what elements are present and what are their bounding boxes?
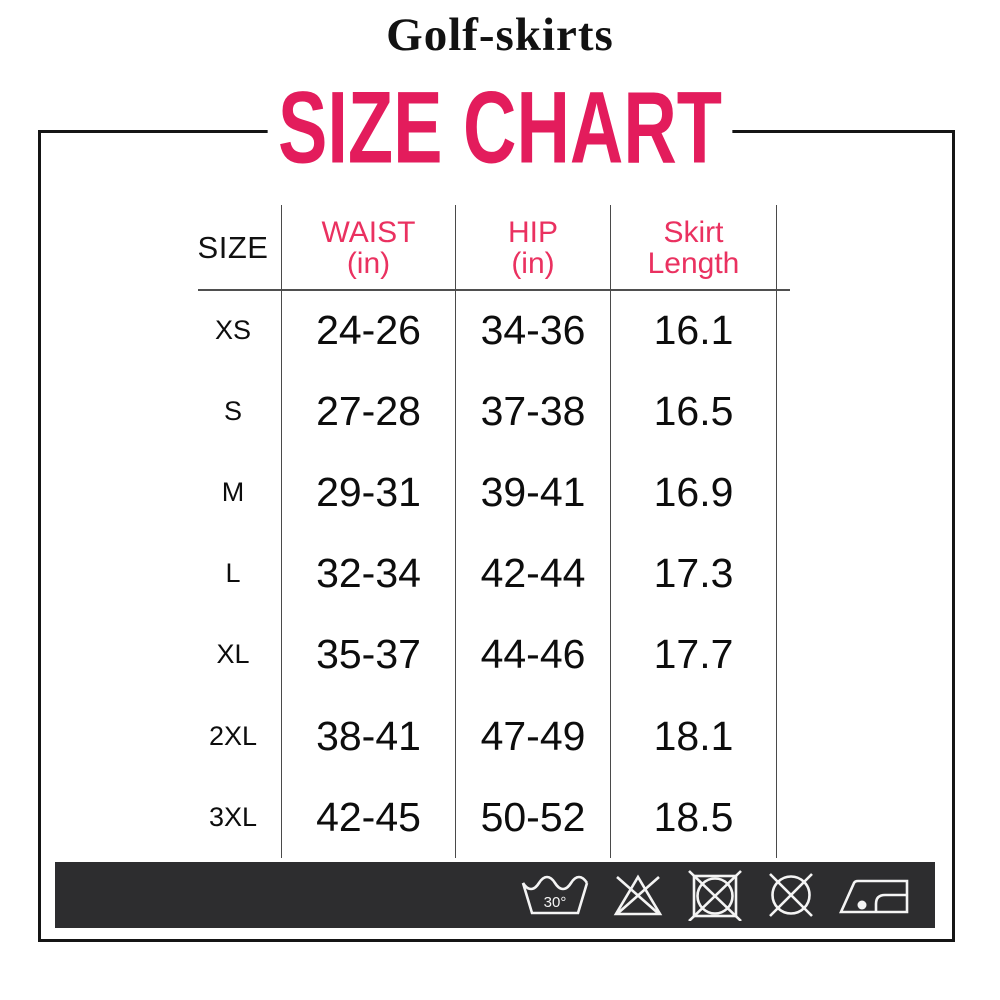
column-header-waist-unit: (in) xyxy=(346,246,391,280)
wash-temp-label: 30° xyxy=(543,894,567,911)
size-table-cell: 44-46 xyxy=(455,614,610,695)
size-row-label: M xyxy=(221,477,245,508)
size-row-label: L xyxy=(225,558,241,589)
size-table-cell: 16.5 xyxy=(610,371,777,452)
column-header-size-label: SIZE xyxy=(197,229,269,265)
size-table-cell: 50-52 xyxy=(455,777,610,858)
size-table-cell: 27-28 xyxy=(281,371,455,452)
size-row-label: 2XL xyxy=(208,720,258,751)
machine-wash-30-icon xyxy=(518,869,592,921)
column-header-hip-unit: (in) xyxy=(511,246,555,280)
size-row-label: S xyxy=(223,396,242,427)
column-header-skirt-length xyxy=(610,205,777,290)
do-not-bleach-icon xyxy=(607,869,669,921)
size-row-label: XS xyxy=(214,315,252,346)
page-title: SIZE CHART xyxy=(268,77,733,179)
size-table-cell: 38-41 xyxy=(281,695,455,776)
do-not-dry-clean-icon xyxy=(761,869,821,921)
size-row-label: 3XL xyxy=(208,801,258,832)
iron-icon xyxy=(836,869,912,921)
care-instructions-bar xyxy=(55,862,935,928)
column-header-hip xyxy=(455,205,610,290)
size-table-cell: 17.3 xyxy=(610,533,777,614)
size-table-cell: 16.1 xyxy=(610,290,777,371)
column-header-size xyxy=(185,205,281,290)
size-table-cell: 18.1 xyxy=(610,695,777,776)
size-table-cell: 39-41 xyxy=(455,452,610,533)
size-table-cell: 35-37 xyxy=(281,614,455,695)
size-table-cell: 37-38 xyxy=(455,371,610,452)
size-table-cell: 24-26 xyxy=(281,290,455,371)
size-table-cell: 17.7 xyxy=(610,614,777,695)
size-table-cell: 42-45 xyxy=(281,777,455,858)
size-row-label: XL xyxy=(216,639,250,670)
column-header-skirt-label: Skirt xyxy=(663,215,724,249)
size-table-cell: 18.5 xyxy=(610,777,777,858)
column-header-waist-label: WAIST xyxy=(321,215,416,249)
size-table-cell: 34-36 xyxy=(455,290,610,371)
brand-title: Golf-skirts xyxy=(386,9,614,61)
column-header-length-label: Length xyxy=(647,246,740,280)
column-header-waist xyxy=(281,205,455,290)
size-table-cell: 47-49 xyxy=(455,695,610,776)
size-table-cell: 32-34 xyxy=(281,533,455,614)
size-table xyxy=(185,205,777,858)
size-table-cell: 16.9 xyxy=(610,452,777,533)
column-header-hip-label: HIP xyxy=(507,215,558,249)
size-table-cell: 29-31 xyxy=(281,452,455,533)
do-not-tumble-dry-icon xyxy=(684,869,746,921)
size-table-cell: 42-44 xyxy=(455,533,610,614)
page-title-wrap xyxy=(0,70,1000,208)
